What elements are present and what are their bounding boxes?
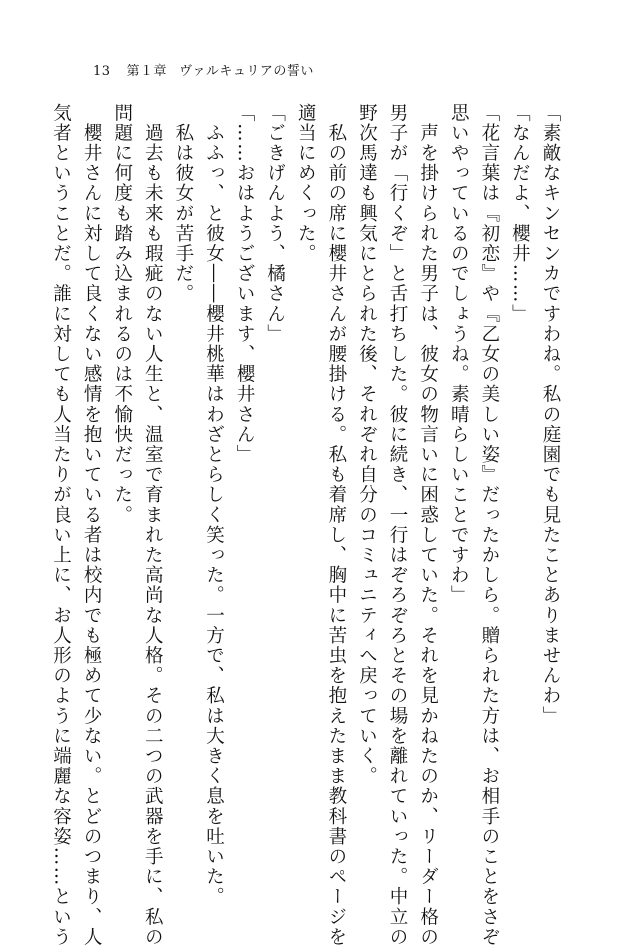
text-line: 思いやっているのでしょうね。素晴らしいことですわ」 <box>448 103 470 606</box>
text-line: 櫻井さんに対して良くない感情を抱いている者は校内でも極めて少ない。とどのつまり、人 <box>81 103 103 947</box>
running-header <box>93 60 314 79</box>
text-line: 気者ということだ。誰に対しても人当たりが良い上に、お人形のように端麗な容姿……という <box>50 103 72 947</box>
chapter-label: 第１章 <box>126 64 168 79</box>
text-line: 「花言葉は『初恋』や『乙女の美しい姿』だったかしら。贈られた方は、お相手のことをさぞ <box>478 103 500 947</box>
chapter-title: ヴァルキュリアの誓い <box>179 64 314 79</box>
text-line: 「素敵なキンセンカですわね。私の庭園でも見たことありませんわ」 <box>540 103 561 727</box>
text-line: 「……おはようございます、櫻井さん」 <box>234 103 256 465</box>
text-line: 声を掛けられた男子は、彼女の物言いに困惑していた。それを見かねたのか、リーダー格の <box>417 103 439 947</box>
text-line: ふふっ、と彼女――櫻井桃華はわざとらしく笑った。一方で、私は大きく息を吐いた。 <box>203 103 225 907</box>
text-line: 野次馬達も興気にとられた後、それぞれ自分のコミュニティへ戻っていく。 <box>356 103 378 787</box>
text-line: 「ごきげんよう、橘さん」 <box>264 103 286 345</box>
text-line: 適当にめくった。 <box>295 103 317 264</box>
page-number: 13 <box>93 64 111 79</box>
text-line: 男子が「行くぞ」と舌打ちした。彼に続き、一行はぞろぞろとその場を離れていった。中立の <box>387 103 409 947</box>
text-line: 「なんだよ、櫻井……」 <box>509 103 531 325</box>
text-line: 私の前の席に櫻井さんが腰掛ける。私も着席し、胸中に苦虫を抱えたまま教科書のページを <box>325 103 347 947</box>
vertical-body-text <box>50 103 565 947</box>
text-line: 私は彼女が苦手だ。 <box>172 103 194 304</box>
text-line: 問題に何度も踏み込まれるのは不愉快だった。 <box>111 103 133 526</box>
text-line: 過去も未来も瑕疵のない人生と、温室で育まれた高尚な人格。その二つの武器を手に、私の <box>142 103 164 947</box>
